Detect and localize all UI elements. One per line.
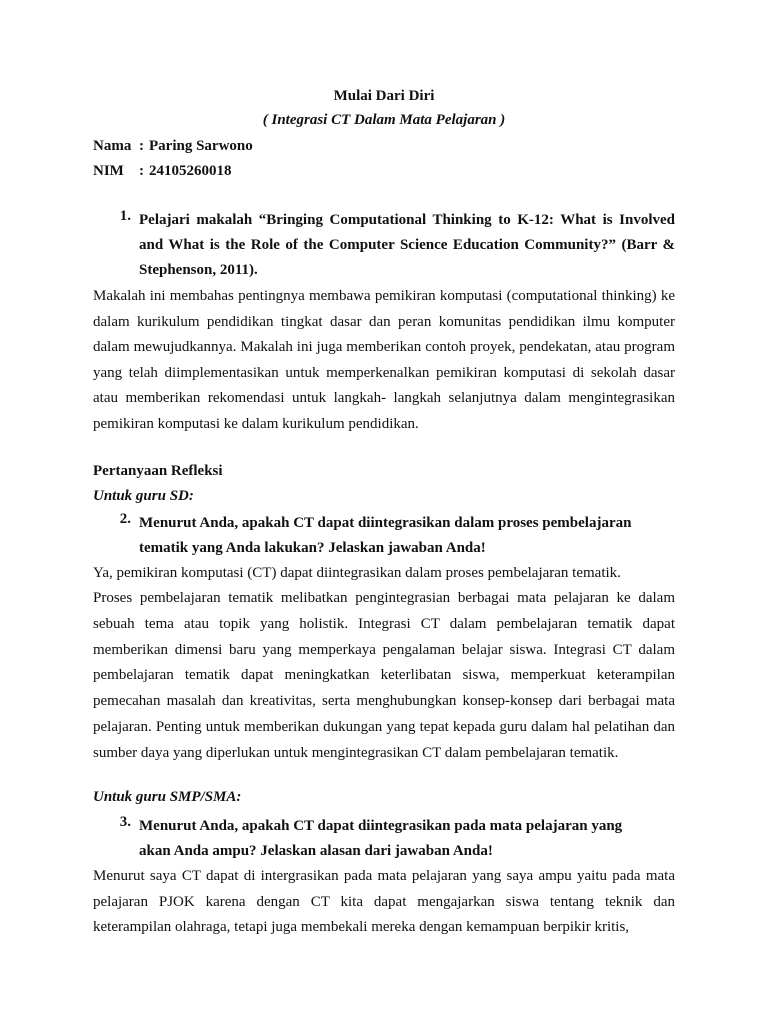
question-3-text: Menurut Anda, apakah CT dapat diintegrasikan pada mata pelajaran yang akan Anda ampu? Jelaskan alasan dari jawaban Anda! [139, 818, 623, 859]
question-1-text: Pelajari makalah “Bringing Computational Thinking to K-12: What is Involved and What is the Role of the Computer Science Education Community?” (Barr & Stephenson, 2011). [139, 212, 675, 278]
heading-guru-smp: Untuk guru SMP/SMA: [93, 789, 242, 805]
question-2-text: Menurut Anda, apakah CT dapat diintegrasikan dalam proses pembelajaran tematik yang Anda lakukan? Jelaskan jawaban Anda! [139, 515, 632, 556]
nim-value: 24105260018 [149, 163, 232, 179]
paragraph-1: Makalah ini membahas pentingnya membawa pemikiran komputasi (computational thinking) ke dalam kurikulum pendidikan tingkat dasar dan peran komunitas pendidikan ilmu komputer dalam mewujudkannya. Makalah ini juga memberikan contoh proyek, pendekatan, atau program yang telah diimplementasikan untuk memperkenalkan pemikiran komputasi di sekolah dasar atau memberikan rekomendasi untuk langkah- langkah selanjutnya dalam mengintegrasikan pemikiran komputasi ke dalam kurikulum pendidikan. [93, 288, 675, 432]
question-1-number: 1. [119, 208, 131, 224]
nim-separator: : [139, 163, 144, 179]
nim-row [93, 163, 232, 180]
question-1 [93, 208, 675, 283]
nim-label: NIM [93, 163, 124, 179]
heading-refleksi: Pertanyaan Refleksi [93, 463, 223, 479]
nama-separator: : [139, 138, 144, 154]
nama-value: Paring Sarwono [149, 138, 253, 154]
heading-guru-sd: Untuk guru SD: [93, 488, 194, 504]
nama-label: Nama [93, 138, 132, 154]
question-2 [93, 511, 675, 561]
question-2-number: 2. [119, 511, 131, 527]
paragraph-2a: Ya, pemikiran komputasi (CT) dapat diintegrasikan dalam proses pembelajaran tematik. [93, 565, 621, 581]
page-title: Mulai Dari Diri [333, 88, 435, 104]
paragraph-2b: Proses pembelajaran tematik melibatkan pengintegrasian berbagai mata pelajaran ke dalam sebuah tema atau topik yang holistik. Integrasi CT dalam pembelajaran tematik dapat memberikan dimensi baru yang memperkaya pengalaman belajar siswa. Integrasi CT dalam pembelajaran tematik dapat meningkatkan keterlibatan siswa, memperkuat keterampilan pemecahan masalah dan kreativitas, serta menghubungkan konsep-konsep dari berbagai mata pelajaran. Penting untuk memberikan dukungan yang tepat kepada guru dalam hal pelatihan dan sumber daya yang diperlukan untuk mengintegrasikan CT dalam pembelajaran tematik. [93, 590, 675, 761]
nama-row [93, 138, 253, 155]
question-3-number: 3. [119, 814, 131, 830]
paragraph-3: Menurut saya CT dapat di intergrasikan pada mata pelajaran yang saya ampu yaitu pada mata pelajaran PJOK karena dengan CT kita dapat mengajarkan siswa tentang teknik dan keterampilan olahraga, tetapi juga membekali mereka dengan kemampuan berpikir kritis, [93, 868, 675, 935]
page-subtitle: ( Integrasi CT Dalam Mata Pelajaran ) [262, 112, 506, 128]
question-3 [93, 814, 675, 864]
